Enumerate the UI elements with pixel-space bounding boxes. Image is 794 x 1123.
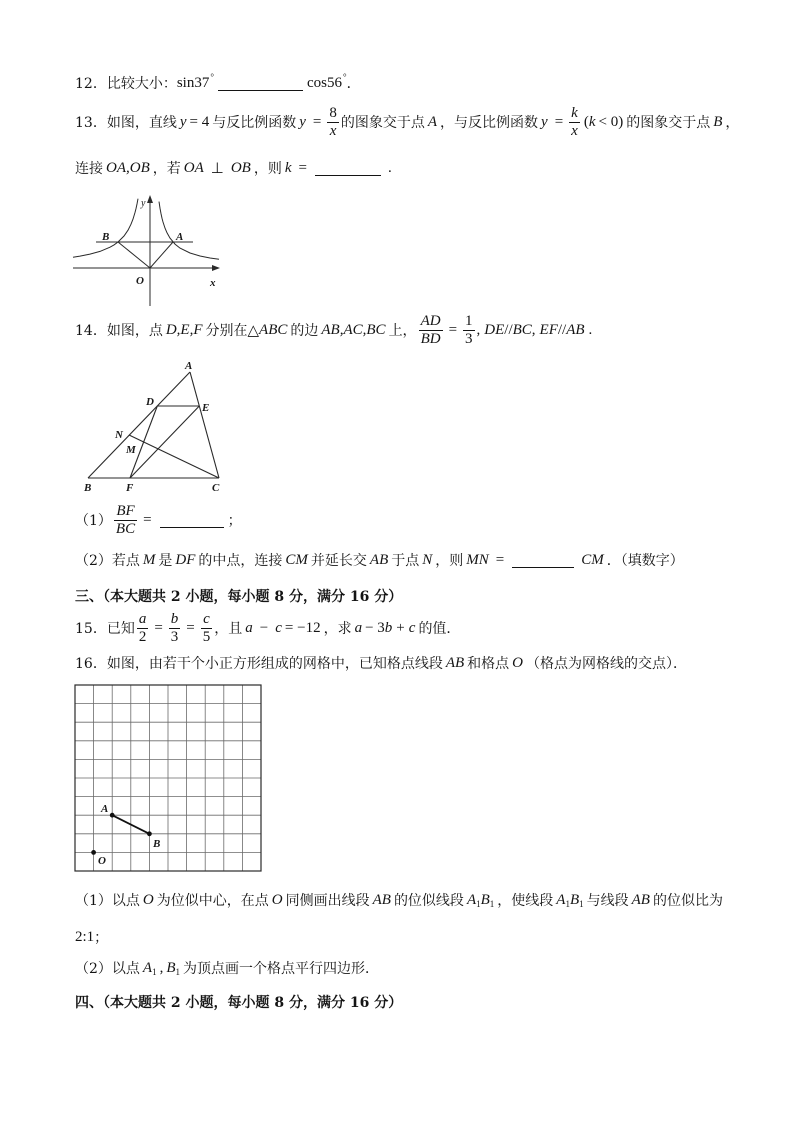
numerator: BF (116, 502, 135, 519)
fraction-bf-over-bc (114, 504, 137, 537)
segment-a1b1 (467, 892, 494, 909)
point-d-label: D (146, 396, 154, 408)
variable-y: y (541, 113, 548, 130)
equals-sign: = (448, 321, 458, 338)
paren-open: ( (583, 113, 589, 130)
equals-sign: = (495, 551, 505, 568)
equals-sign: = (154, 619, 163, 636)
segment-ab: AB (566, 321, 585, 338)
variable-c: c (275, 619, 282, 636)
text: ，则 (435, 553, 464, 569)
text: 的位似线段 (393, 893, 464, 909)
figure-q16-grid (72, 682, 264, 874)
fraction-a-over-2 (137, 612, 149, 645)
variable-c: c (408, 619, 416, 636)
numerator: c (203, 610, 210, 627)
equation-value: = −12 (284, 619, 321, 636)
point-b-base: B (569, 891, 580, 908)
text: 若点 (111, 553, 140, 569)
segment-ef (130, 406, 199, 478)
variable-a: a (245, 619, 253, 636)
point-o-label: O (98, 855, 106, 867)
equals-sign: = (186, 619, 195, 636)
vertex-a-label: A (185, 360, 193, 372)
denominator: 3 (170, 628, 179, 645)
text: 与反比例函数 (212, 115, 297, 131)
figure-q13-graph (70, 192, 225, 308)
segment-ab: AB (445, 654, 465, 671)
variable-a: a (354, 619, 363, 636)
segment-oa (150, 242, 173, 268)
fraction-k-over-x (569, 106, 580, 139)
end-punctuation: . (588, 321, 593, 338)
parallel-sign: // (504, 321, 513, 338)
text: 的边 (290, 323, 319, 339)
degree-symbol: ° (342, 72, 347, 82)
point-a-base: A (142, 959, 153, 976)
equals-sign: = (554, 113, 564, 130)
segment-ab: AB (372, 891, 391, 908)
point-o (91, 850, 96, 855)
y-axis-label: y (141, 198, 146, 209)
text: 与线段 (586, 893, 629, 909)
equation-rest: = 4 (189, 113, 210, 130)
denominator: BC (115, 520, 136, 537)
subscript: 1 (579, 899, 584, 909)
end-punctuation: . (387, 159, 392, 176)
end-punctuation: ． (346, 76, 361, 92)
part-number: （2） (75, 961, 112, 977)
side-ac (190, 372, 219, 478)
question-prompt: 比较大小： (106, 76, 177, 92)
segment-ef: EF (539, 321, 558, 338)
segment-nc (129, 435, 219, 478)
text: ，且 (214, 621, 243, 637)
text: ，则 (253, 161, 282, 177)
coefficient: − 3 (365, 619, 385, 636)
text: 的值． (418, 621, 461, 637)
question-15 (75, 611, 460, 645)
point-b: B (713, 113, 723, 130)
variable-k: k (284, 159, 292, 176)
text: ，使线段 (497, 893, 554, 909)
variable-b: b (384, 619, 393, 636)
origin-label: O (136, 275, 144, 287)
section-4-heading: 四、（本大题共 2 小题，每小题 8 分，满分 16 分） (75, 995, 403, 1011)
text: 于点 (391, 553, 420, 569)
numerator: AD (420, 312, 441, 329)
text: 同侧画出线段 (285, 893, 370, 909)
segment-cm: CM (581, 551, 604, 568)
fraction-ad-over-bd (419, 314, 443, 347)
fraction-1-over-3 (463, 314, 475, 347)
comma: , (476, 321, 481, 338)
text: 如图，直线 (106, 115, 177, 131)
answer-blank (160, 527, 224, 528)
question-14-part-1 (75, 503, 242, 537)
segment-de: DE (484, 321, 505, 338)
point-n: N (422, 551, 433, 568)
text: 为顶点画一个格点平行四边形． (183, 961, 380, 977)
text: 的中点，连接 (198, 553, 283, 569)
point-a-base: A (466, 891, 477, 908)
text: 和格点 (467, 656, 510, 672)
question-13-line-2 (75, 151, 392, 185)
segment-ab: AB (631, 891, 650, 908)
fraction-c-over-5 (201, 612, 213, 645)
question-16-part-1 (75, 883, 723, 917)
point-b1 (166, 960, 180, 977)
text: 的图象交于点 (626, 115, 711, 131)
text: 上， (388, 323, 417, 339)
triangle-symbol: △ (247, 322, 260, 339)
end-punctuation: ； (227, 513, 242, 529)
subscript: 1 (489, 899, 495, 909)
question-16 (75, 646, 687, 680)
text: 的图象交于点 (340, 115, 425, 131)
sin-expression: sin37 (176, 74, 210, 91)
text: 为位似中心，在点 (156, 893, 269, 909)
question-12 (75, 66, 361, 100)
point-o: O (142, 891, 154, 908)
point-m: M (142, 551, 156, 568)
text: ，与反比例函数 (440, 115, 539, 131)
text: 连接 (75, 161, 103, 177)
denominator: 5 (202, 628, 211, 645)
denominator: 3 (465, 330, 473, 347)
part-number: （1） (75, 513, 112, 529)
points: D,E,F (165, 321, 203, 338)
parallel-sign: // (557, 321, 567, 338)
point-a-label: A (176, 231, 184, 243)
numerator: b (170, 610, 179, 627)
point-b-label: B (102, 231, 110, 243)
denominator: x (571, 122, 578, 139)
variable-y: y (179, 113, 187, 130)
subscript: 1 (152, 967, 157, 977)
denominator: 2 (138, 628, 147, 645)
segment-a1b1 (556, 892, 583, 909)
equals-sign: = (298, 159, 307, 176)
y-axis-arrow (147, 195, 153, 203)
text: 并延长交 (310, 553, 367, 569)
hyperbola-left-branch (73, 199, 138, 258)
minus-sign: − (259, 619, 269, 636)
segment-ob: OB (230, 159, 251, 176)
point-b-base: B (480, 891, 490, 908)
question-number: 16． (75, 656, 107, 672)
text: 已知 (106, 621, 135, 637)
text: 如图，点 (106, 323, 163, 339)
fraction-8-over-x (327, 106, 339, 139)
subscript: 1 (565, 899, 570, 909)
numerator: k (571, 104, 578, 121)
denominator: x (329, 122, 337, 139)
section-3-heading: 三、（本大题共 2 小题，每小题 8 分，满分 16 分） (75, 589, 403, 605)
cos-expression: cos56 (306, 74, 342, 91)
question-13-line-1 (75, 105, 739, 139)
text: ，若 (152, 161, 181, 177)
side-ab (88, 372, 190, 478)
equals-sign: = (312, 113, 322, 130)
point-a1 (143, 960, 157, 977)
part-number: （2） (75, 553, 112, 569)
figure-q14-triangle (78, 355, 228, 497)
segment-cm: CM (285, 551, 308, 568)
point-a (110, 813, 115, 818)
point-f-label: F (126, 482, 134, 494)
numerator: 8 (329, 104, 337, 121)
point-o: O (271, 891, 283, 908)
subscript: 1 (476, 899, 481, 909)
numerator: a (138, 610, 147, 627)
segments: OA,OB (106, 159, 150, 176)
answer-blank (512, 567, 574, 568)
grid-lines (75, 685, 261, 871)
point-m-label: M (126, 444, 136, 456)
text: 是 (158, 553, 173, 569)
point-b-label: B (153, 838, 161, 850)
fraction-b-over-3 (169, 612, 181, 645)
answer-blank (315, 175, 381, 176)
degree-symbol: ° (210, 72, 214, 82)
point-a-base: A (556, 891, 566, 908)
question-14 (75, 313, 592, 347)
text: 以点 (111, 893, 140, 909)
point-e-label: E (202, 402, 210, 414)
segment-df: DF (175, 551, 196, 568)
text: 以点 (111, 961, 140, 977)
text: 如图，由若干个小正方形组成的网格中，已知格点线段 (106, 656, 443, 672)
comma: , (531, 321, 536, 338)
x-axis-label: x (210, 277, 216, 289)
hyperbola-right-branch (159, 202, 219, 260)
numerator: 1 (465, 312, 473, 329)
variable-y: y (299, 113, 306, 130)
segment-mn: MN (466, 551, 489, 568)
question-number: 12． (75, 76, 107, 92)
end-punctuation: ； (94, 930, 109, 946)
point-o: O (512, 654, 523, 671)
point-b (147, 831, 152, 836)
comma: , (159, 959, 164, 976)
end-note: ．（填数字） (606, 553, 684, 569)
perpendicular-sign: ⊥ (210, 160, 224, 177)
question-16-part-2 (75, 951, 379, 985)
denominator: BD (420, 330, 441, 347)
point-b-base: B (166, 959, 176, 976)
segment-ob (118, 242, 150, 268)
text: ，求 (323, 621, 352, 637)
segment-oa: OA (183, 159, 204, 176)
similarity-ratio: 2:1 (75, 928, 95, 945)
point-a: A (427, 113, 438, 130)
text: （格点为网格线的交点）． (526, 656, 687, 672)
vertex-b-label: B (84, 482, 92, 494)
question-16-part-1-ratio (75, 920, 108, 954)
point-a-label: A (101, 803, 109, 815)
text: ， (725, 115, 740, 131)
plus-sign: + (396, 619, 405, 636)
variable-k: k (588, 113, 596, 130)
vertex-c-label: C (212, 482, 220, 494)
question-14-part-2 (75, 543, 684, 577)
answer-blank (218, 90, 303, 91)
subscript: 1 (175, 967, 181, 977)
question-number: 15． (75, 621, 107, 637)
text: 分别在 (205, 323, 248, 339)
segment-bc: BC (512, 321, 532, 338)
x-axis-arrow (212, 265, 220, 271)
sides: AB,AC,BC (321, 321, 386, 338)
triangle-name: ABC (259, 321, 288, 338)
point-n-label: N (115, 429, 123, 441)
condition-rest: < 0) (598, 113, 624, 130)
equals-sign: = (143, 511, 152, 528)
question-number: 13． (75, 115, 107, 131)
question-number: 14． (75, 323, 107, 339)
segment-ab: AB (369, 551, 389, 568)
part-number: （1） (75, 893, 112, 909)
text: 的位似比为 (652, 893, 723, 909)
